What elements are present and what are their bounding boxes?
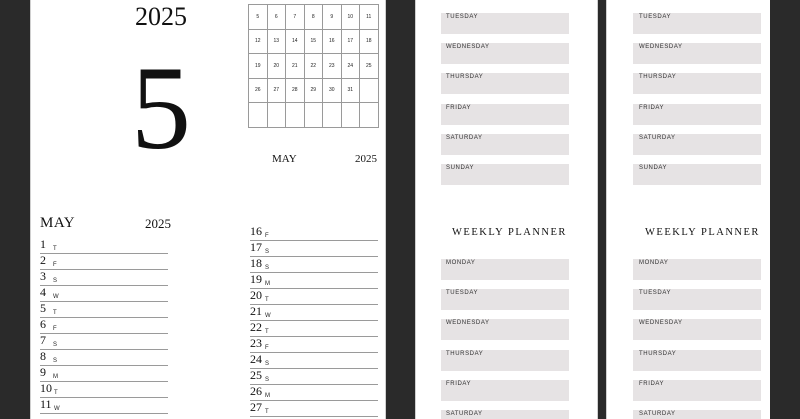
weekday-initial: M	[53, 374, 58, 380]
day-number: 9	[40, 365, 46, 379]
calendar-cell	[323, 103, 342, 128]
weekday-label: FRIDAY	[639, 104, 665, 111]
weekday-initial: S	[265, 377, 270, 383]
day-row	[40, 286, 168, 302]
day-row	[250, 305, 378, 321]
calendar-cell: 14	[286, 29, 305, 54]
weekday-initial: S	[265, 249, 270, 255]
weekday-initial: M	[265, 393, 270, 399]
day-row	[40, 382, 168, 398]
day-number: 6	[40, 317, 46, 331]
calendar-cell: 10	[341, 5, 360, 30]
calendar-cell: 11	[360, 5, 379, 30]
calendar-cell: 5	[249, 5, 268, 30]
weekday-initial: W	[53, 294, 59, 300]
cover-year: 2025	[135, 2, 187, 31]
calendar-cell: 26	[249, 78, 268, 103]
weekly-planner-title: WEEKLY PLANNER	[452, 227, 567, 238]
weekday-initial: F	[265, 345, 269, 351]
weekday-label: SUNDAY	[446, 165, 475, 171]
day-row	[250, 257, 378, 273]
calendar-cell: 17	[341, 29, 360, 54]
calendar-week-row	[249, 29, 379, 54]
calendar-cell: 25	[360, 54, 379, 79]
day-number: 21	[250, 304, 262, 318]
day-row	[250, 369, 378, 385]
weekday-initial: M	[265, 281, 270, 287]
calendar-cell: 18	[360, 29, 379, 54]
day-row	[40, 318, 168, 334]
calendar-cell	[286, 103, 305, 128]
day-row	[250, 289, 378, 305]
weekday-initial: S	[53, 278, 58, 284]
calendar-cell	[360, 78, 379, 103]
day-number: 5	[40, 301, 46, 315]
day-row	[250, 273, 378, 289]
day-number: 25	[250, 368, 262, 382]
day-row	[40, 270, 168, 286]
day-row	[40, 334, 168, 350]
weekday-initial: T	[53, 246, 57, 252]
weekday-label: WEDNESDAY	[446, 320, 490, 327]
calendar-cell: 22	[304, 54, 323, 79]
calendar-cell: 27	[267, 78, 286, 103]
weekday-initial: T	[53, 310, 57, 316]
day-row	[250, 385, 378, 401]
weekday-label: THURSDAY	[446, 350, 484, 357]
weekday-label: SATURDAY	[639, 134, 676, 141]
weekday-initial: S	[53, 358, 58, 364]
calendar-cell: 21	[286, 54, 305, 79]
weekday-label: THURSDAY	[639, 74, 677, 81]
day-row	[40, 398, 168, 414]
weekday-label: THURSDAY	[446, 74, 484, 81]
weekday-label: THURSDAY	[639, 350, 677, 357]
day-row	[40, 350, 168, 366]
weekday-label: TUESDAY	[639, 290, 672, 297]
weekday-initial: F	[265, 233, 269, 239]
weekly-planner-page	[606, 0, 770, 419]
day-number: 2	[40, 253, 46, 267]
calendar-cell: 23	[323, 54, 342, 79]
day-number: 19	[250, 272, 262, 286]
day-number: 16	[250, 224, 262, 238]
day-number: 1	[40, 237, 46, 251]
day-row	[250, 353, 378, 369]
weekday-initial: T	[265, 409, 269, 415]
weekday-label: MONDAY	[639, 260, 669, 266]
day-number: 8	[40, 349, 46, 363]
weekday-initial: T	[265, 297, 269, 303]
calendar-page	[224, 0, 386, 419]
weekday-initial: T	[265, 329, 269, 335]
calendar-month: MAY	[272, 153, 297, 165]
weekday-label: FRIDAY	[639, 380, 665, 387]
weekday-label: SATURDAY	[639, 411, 676, 417]
calendar-cell: 24	[341, 54, 360, 79]
calendar-cell: 19	[249, 54, 268, 79]
weekday-label: TUESDAY	[446, 290, 479, 297]
weekday-initial: W	[265, 313, 271, 319]
calendar-cell: 31	[341, 78, 360, 103]
calendar-cell: 8	[304, 5, 323, 30]
calendar-cell: 30	[323, 78, 342, 103]
weekday-label: SATURDAY	[446, 134, 483, 141]
weekday-initial: S	[53, 342, 58, 348]
day-number: 7	[40, 333, 46, 347]
weekday-label: FRIDAY	[446, 104, 472, 111]
calendar-cell: 9	[323, 5, 342, 30]
calendar-cell: 6	[267, 5, 286, 30]
calendar-cell	[249, 103, 268, 128]
day-number: 23	[250, 336, 262, 350]
weekday-initial: F	[53, 326, 57, 332]
calendar-cell: 7	[286, 5, 305, 30]
month-title: MAY	[40, 215, 76, 231]
cover-month-number: 5	[131, 41, 191, 174]
day-number: 10	[40, 381, 52, 395]
calendar-cell	[267, 103, 286, 128]
day-number: 27	[250, 400, 262, 414]
cover-page	[30, 0, 225, 419]
weekday-initial: W	[54, 406, 60, 412]
day-number: 24	[250, 352, 262, 366]
day-row	[250, 321, 378, 337]
day-row	[250, 337, 378, 353]
day-row	[250, 241, 378, 257]
day-row	[40, 238, 168, 254]
weekly-planner-title: WEEKLY PLANNER	[645, 227, 760, 238]
weekday-label: TUESDAY	[446, 14, 479, 20]
day-number: 22	[250, 320, 262, 334]
calendar-year: 2025	[355, 153, 377, 165]
calendar-week-row	[249, 54, 379, 79]
calendar-cell	[304, 103, 323, 128]
weekday-initial: T	[54, 390, 58, 396]
calendar-week-row	[249, 78, 379, 103]
calendar-cell: 15	[304, 29, 323, 54]
weekday-label: SUNDAY	[639, 165, 668, 171]
calendar-cell	[360, 103, 379, 128]
calendar-cell	[341, 103, 360, 128]
day-row	[40, 366, 168, 382]
weekday-label: SATURDAY	[446, 411, 483, 417]
day-number: 26	[250, 384, 262, 398]
mini-calendar-grid	[248, 4, 379, 128]
calendar-cell: 13	[267, 29, 286, 54]
weekday-label: WEDNESDAY	[446, 44, 490, 51]
calendar-cell: 29	[304, 78, 323, 103]
weekday-label: TUESDAY	[639, 14, 672, 20]
day-row	[40, 302, 168, 318]
weekday-initial: S	[265, 265, 270, 271]
weekday-label: FRIDAY	[446, 380, 472, 387]
weekday-initial: F	[53, 262, 57, 268]
calendar-cell: 28	[286, 78, 305, 103]
weekly-planner-page	[415, 0, 598, 419]
calendar-cell: 12	[249, 29, 268, 54]
weekday-label: WEDNESDAY	[639, 320, 683, 327]
year-title: 2025	[145, 216, 171, 231]
day-number: 11	[40, 397, 52, 411]
weekday-initial: S	[265, 361, 270, 367]
calendar-cell: 20	[267, 54, 286, 79]
day-number: 17	[250, 240, 262, 254]
day-row	[250, 401, 378, 417]
day-number: 3	[40, 269, 46, 283]
day-number: 18	[250, 256, 262, 270]
day-row	[40, 254, 168, 270]
weekday-label: WEDNESDAY	[639, 44, 683, 51]
day-number: 20	[250, 288, 262, 302]
calendar-week-row	[249, 5, 379, 30]
calendar-cell: 16	[323, 29, 342, 54]
weekday-label: MONDAY	[446, 260, 476, 266]
day-row	[250, 225, 378, 241]
day-number: 4	[40, 285, 46, 299]
calendar-week-row	[249, 103, 379, 128]
